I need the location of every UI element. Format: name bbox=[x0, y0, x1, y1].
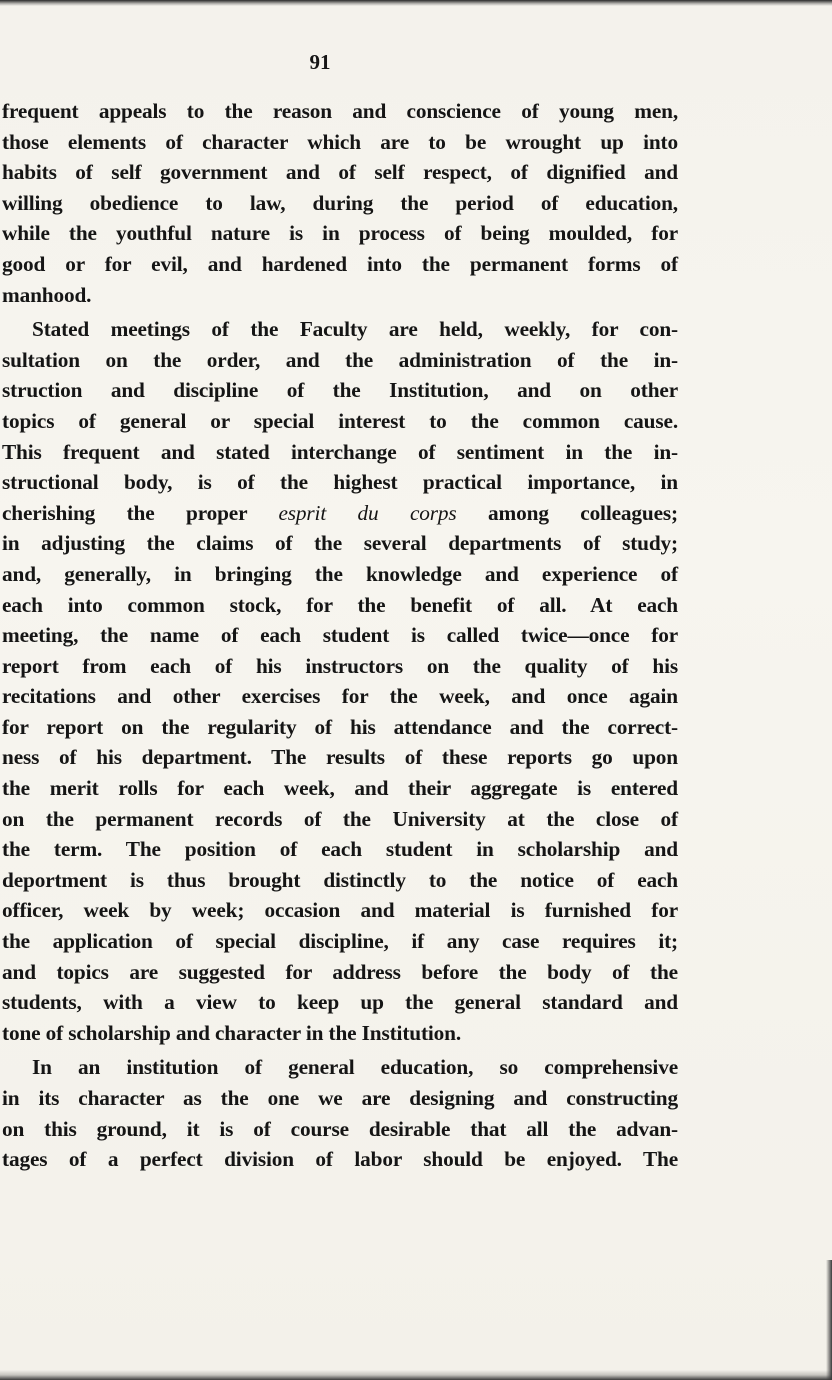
text-line: and, generally, in bringing the knowledge and experience of bbox=[2, 561, 678, 586]
text-line: sultation on the order, and the administration of the in- bbox=[2, 347, 678, 372]
text-line: tages of a perfect division of labor should be enjoyed. The bbox=[2, 1147, 678, 1172]
text-line: deportment is thus brought distinctly to the notice of each bbox=[2, 867, 678, 892]
page-bottom-edge bbox=[0, 1370, 832, 1380]
paragraph-3 bbox=[2, 1052, 678, 1174]
text-line: the term. The position of each student in scholarship and bbox=[2, 837, 678, 862]
text-line: good or for evil, and hardened into the permanent forms of bbox=[2, 251, 678, 276]
text-line: struction and discipline of the Institution, and on other bbox=[2, 378, 678, 403]
page-number: 91 bbox=[309, 50, 331, 74]
text-line: those elements of character which are to be wrought up into bbox=[2, 129, 678, 154]
text-line: manhood. bbox=[2, 282, 92, 307]
text-line: in its character as the one we are designing and constructing bbox=[2, 1086, 678, 1110]
text-line: on the permanent records of the University at the close of bbox=[2, 806, 678, 831]
text-line: structional body, is of the highest practical importance, in bbox=[2, 470, 678, 495]
text-line: tone of scholarship and character in the Institution. bbox=[2, 1020, 462, 1045]
page-top-edge bbox=[0, 0, 832, 6]
body-text bbox=[2, 96, 678, 1179]
text-segment: among colleagues; bbox=[488, 500, 678, 525]
text-segment: cherishing the proper bbox=[2, 500, 248, 525]
text-line: students, with a view to keep up the general standard and bbox=[2, 990, 678, 1015]
text-line: ness of his department. The results of these reports go upon bbox=[2, 745, 678, 770]
text-line: for report on the regularity of his attendance and the correct- bbox=[2, 714, 678, 739]
text-line: This frequent and stated interchange of sentiment in the in- bbox=[2, 439, 678, 464]
text-line: habits of self government and of self respect, of dignified and bbox=[2, 160, 678, 185]
text-line: In an institution of general education, so comprehensive bbox=[32, 1055, 678, 1080]
text-line: and topics are suggested for address before the body of the bbox=[2, 959, 678, 984]
text-line: while the youthful nature is in process of being moulded, for bbox=[2, 221, 678, 246]
page-right-edge bbox=[826, 1260, 832, 1380]
text-line: on this ground, it is of course desirable that all the advan- bbox=[2, 1116, 678, 1141]
text-line: meeting, the name of each student is called twice—once for bbox=[2, 623, 678, 648]
text-line: topics of general or special interest to the common cause. bbox=[2, 408, 678, 433]
text-line: in adjusting the claims of the several departments of study; bbox=[2, 531, 678, 556]
text-line: the merit rolls for each week, and their aggregate is entered bbox=[2, 776, 678, 801]
text-line: officer, week by week; occasion and material is furnished for bbox=[2, 898, 678, 923]
text-line bbox=[2, 498, 678, 529]
text-line: report from each of his instructors on the quality of his bbox=[2, 653, 678, 678]
text-line: the application of special discipline, if any case requires it; bbox=[2, 929, 678, 954]
paragraph-2 bbox=[2, 314, 678, 1048]
paragraph-1 bbox=[2, 96, 678, 310]
text-line: willing obedience to law, during the period of education, bbox=[2, 190, 678, 215]
italic-phrase: esprit du corps bbox=[278, 500, 457, 525]
text-line: frequent appeals to the reason and conscience of young men, bbox=[2, 99, 678, 123]
text-line: each into common stock, for the benefit of all. At each bbox=[2, 592, 678, 617]
text-line: Stated meetings of the Faculty are held, weekly, for con- bbox=[32, 317, 678, 342]
text-line: recitations and other exercises for the week, and once again bbox=[2, 684, 678, 709]
